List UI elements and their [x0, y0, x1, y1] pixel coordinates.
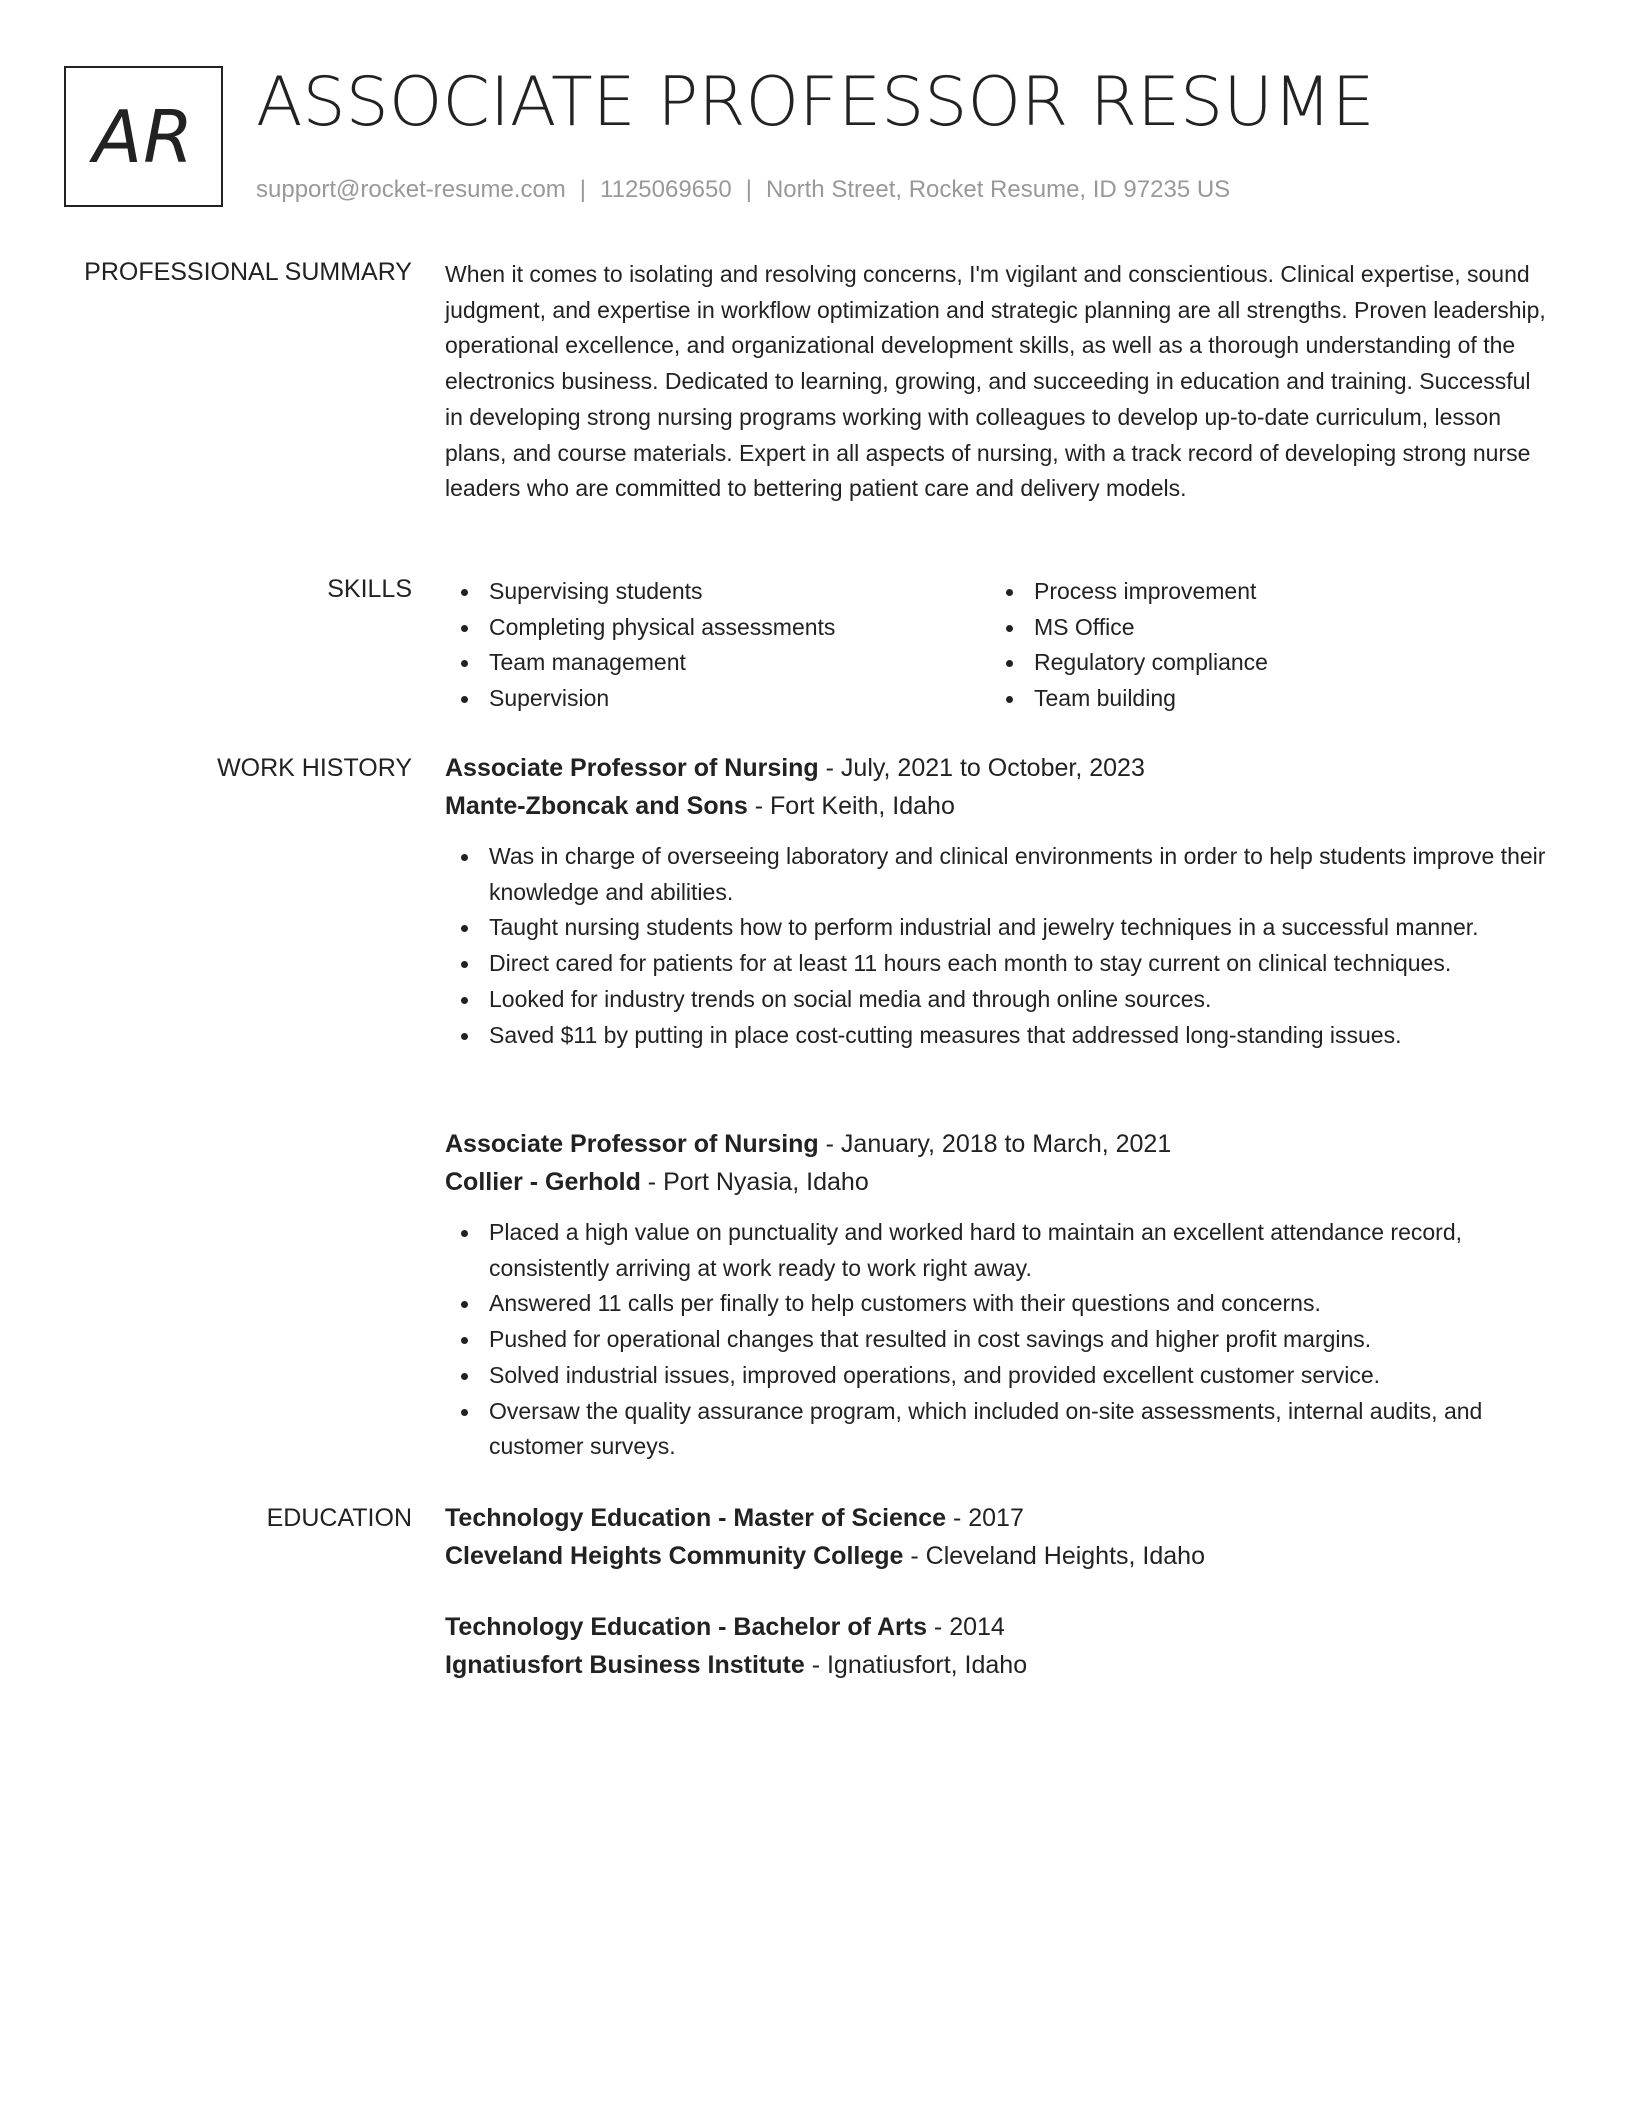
summary-heading: PROFESSIONAL SUMMARY: [84, 258, 412, 286]
education-entry: [445, 1608, 1550, 1684]
job-duty: Placed a high value on punctuality and worked hard to maintain an excellent attendance record, consistently arriving at work ready to work right away.: [445, 1215, 1550, 1286]
monogram-badge: [64, 66, 223, 207]
skills-list-left: [445, 574, 990, 717]
education-school-line: [445, 1537, 1550, 1575]
job-duty: Taught nursing students how to perform industrial and jewelry techniques in a successful manner.: [445, 910, 1550, 946]
job-location: - Fort Keith, Idaho: [747, 792, 955, 820]
contact-separator: |: [579, 176, 587, 203]
monogram-initials: AR: [92, 94, 195, 179]
job-company: Collier - Gerhold: [445, 1168, 641, 1196]
skills-heading: SKILLS: [327, 575, 412, 603]
education-degree: Technology Education - Master of Science: [445, 1504, 947, 1532]
education-location: - Ignatiusfort, Idaho: [804, 1651, 1028, 1679]
job-duty: Saved $11 by putting in place cost-cutting measures that addressed long-standing issues.: [445, 1018, 1550, 1054]
contact-separator: |: [745, 176, 752, 203]
job-company: Mante-Zboncak and Sons: [445, 792, 748, 820]
skill-item: Supervising students: [445, 574, 990, 610]
education-year: - 2017: [946, 1504, 1024, 1532]
job-dates: - July, 2021 to October, 2023: [818, 754, 1145, 782]
job-entry: [445, 1125, 1550, 1465]
resume-title: ASSOCIATE PROFESSOR RESUME: [256, 63, 1375, 142]
job-duties-list: [445, 1215, 1550, 1465]
contact-phone[interactable]: 1125069650: [600, 176, 732, 203]
job-duty: Answered 11 calls per finally to help customers with their questions and concerns.: [445, 1286, 1550, 1322]
education-year: - 2014: [926, 1613, 1005, 1641]
education-school: Ignatiusfort Business Institute: [445, 1651, 805, 1679]
contact-email[interactable]: support@rocket-resume.com: [256, 176, 566, 203]
job-duties-list: [445, 839, 1550, 1053]
job-entry: [445, 749, 1550, 1053]
job-duty: Solved industrial issues, improved operations, and provided excellent customer service.: [445, 1358, 1550, 1394]
skill-item: MS Office: [990, 610, 1535, 646]
education-entry: [445, 1499, 1550, 1575]
job-title: Associate Professor of Nursing: [445, 1130, 819, 1158]
skill-item: Supervision: [445, 681, 990, 717]
job-duty: Direct cared for patients for at least 11 hours each month to stay current on clinical techniques.: [445, 946, 1550, 982]
contact-line: [256, 174, 1230, 206]
job-company-line: [445, 1163, 1550, 1201]
job-duty: Pushed for operational changes that resulted in cost savings and higher profit margins.: [445, 1322, 1550, 1358]
education-location: - Cleveland Heights, Idaho: [903, 1542, 1205, 1570]
skills-list-right: [990, 574, 1535, 717]
skill-item: Completing physical assessments: [445, 610, 990, 646]
contact-address: North Street, Rocket Resume, ID 97235 US: [765, 176, 1231, 203]
work-history-heading: WORK HISTORY: [217, 754, 412, 782]
job-dates: - January, 2018 to March, 2021: [818, 1130, 1172, 1158]
job-location: - Port Nyasia, Idaho: [640, 1168, 869, 1196]
skill-item: Team building: [990, 681, 1535, 717]
job-title-line: [445, 1125, 1550, 1163]
education-school: Cleveland Heights Community College: [445, 1542, 904, 1570]
job-title: Associate Professor of Nursing: [445, 754, 819, 782]
job-duty: Oversaw the quality assurance program, which included on-site assessments, internal audits, and customer surveys.: [445, 1394, 1550, 1465]
education-school-line: [445, 1646, 1550, 1684]
job-duty: Was in charge of overseeing laboratory and clinical environments in order to help students improve their knowledge and abilities.: [445, 839, 1550, 910]
job-duty: Looked for industry trends on social media and through online sources.: [445, 982, 1550, 1018]
education-degree-line: [445, 1499, 1550, 1537]
skill-item: Team management: [445, 645, 990, 681]
skill-item: Regulatory compliance: [990, 645, 1535, 681]
job-company-line: [445, 787, 1550, 825]
education-degree: Technology Education - Bachelor of Arts: [445, 1613, 927, 1641]
education-degree-line: [445, 1608, 1550, 1646]
skill-item: Process improvement: [990, 574, 1535, 610]
job-title-line: [445, 749, 1550, 787]
education-heading: EDUCATION: [266, 1504, 412, 1532]
summary-text: When it comes to isolating and resolving concerns, I'm vigilant and conscientious. Clinical expertise, sound judgment, and expertise in workflow optimization and strategic planning are all strengths. Proven leadership, operational excellence, and organizational development skills, as well as a thorough understanding of the electronics business. Dedicated to learning, growing, and succeeding in education and training. Successful in developing strong nursing programs working with colleagues to develop up-to-date curriculum, lesson plans, and course materials. Expert in all aspects of nursing, with a track record of developing strong nurse leaders who are committed to bettering patient care and delivery models.: [445, 261, 1546, 502]
